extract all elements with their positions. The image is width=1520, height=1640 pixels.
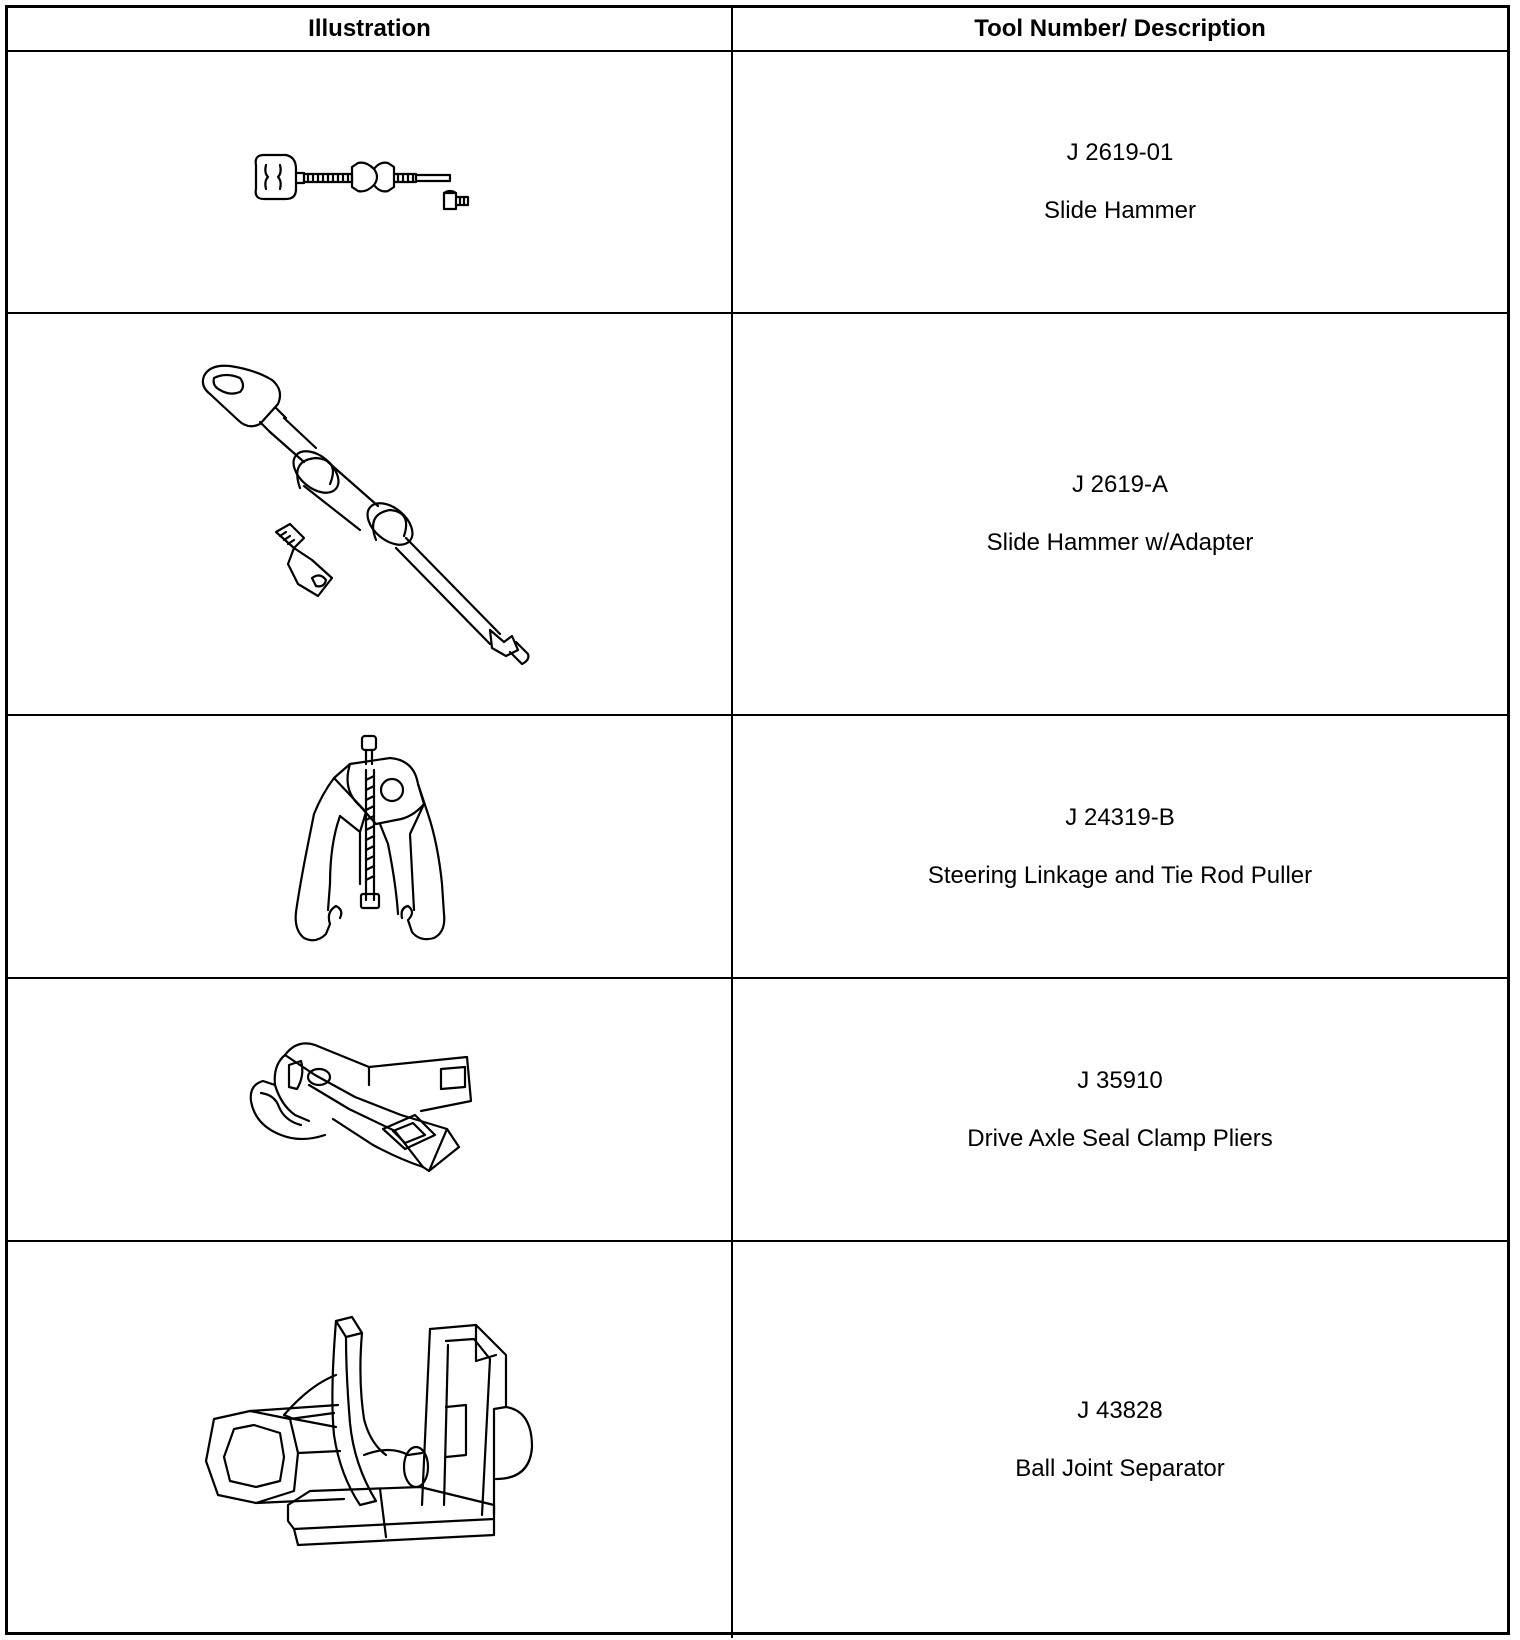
illustration-header: Illustration [8, 8, 733, 50]
tool-description-cell [733, 52, 1507, 312]
tool-number: J 2619-A [1071, 471, 1169, 498]
illustration-cell [8, 1242, 733, 1638]
tool-description-cell [733, 716, 1507, 977]
tie-rod-puller-illustration [280, 734, 460, 959]
tool-number: J 2619-01 [1066, 139, 1174, 166]
tool-number: J 43828 [1077, 1397, 1163, 1424]
tool-description: Steering Linkage and Tie Rod Puller [927, 861, 1313, 889]
tool-description-header: Tool Number/ Description [974, 15, 1266, 42]
table-row [8, 52, 1507, 314]
special-tools-table [5, 5, 1510, 1635]
illustration-cell [8, 52, 733, 312]
illustration-cell [8, 716, 733, 977]
tool-description: Ball Joint Separator [1015, 1455, 1225, 1482]
seal-clamp-pliers-illustration [245, 1035, 495, 1185]
tool-description: Drive Axle Seal Clamp Pliers [967, 1124, 1273, 1152]
tool-description-cell [733, 1242, 1507, 1638]
tool-description: Slide Hammer w/Adapter [986, 529, 1254, 556]
table-row [8, 716, 1507, 979]
table-header-row [8, 8, 1507, 52]
table-row [8, 1242, 1507, 1638]
table-row [8, 314, 1507, 716]
slide-hammer-illustration [250, 147, 490, 217]
table-row [8, 979, 1507, 1242]
illustration-cell [8, 979, 733, 1240]
tool-description-cell [733, 314, 1507, 714]
slide-hammer-adapter-illustration [200, 364, 540, 664]
ball-joint-separator-illustration [190, 1315, 550, 1565]
tool-number: J 24319-B [1065, 803, 1175, 831]
tool-description: Slide Hammer [1043, 197, 1197, 224]
tool-description-cell [733, 979, 1507, 1240]
tool-number: J 35910 [1077, 1066, 1163, 1094]
illustration-cell [8, 314, 733, 714]
